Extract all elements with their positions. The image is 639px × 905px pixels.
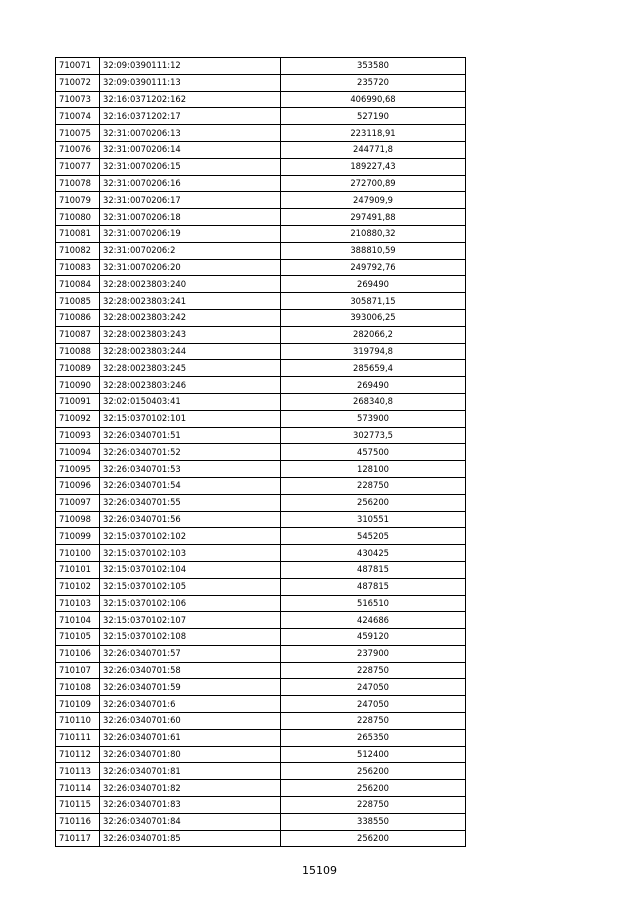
table-row	[56, 595, 466, 612]
row-id-cell: 710109	[56, 696, 100, 713]
cadastral-value-cell: 302773,5	[281, 427, 466, 444]
cadastral-value-cell: 424686	[281, 612, 466, 629]
cadastral-value-cell: 247050	[281, 679, 466, 696]
row-id-cell: 710095	[56, 461, 100, 478]
table-row	[56, 74, 466, 91]
cadastral-number-cell: 32:31:0070206:13	[100, 125, 281, 142]
table-row	[56, 175, 466, 192]
cadastral-value-cell: 269490	[281, 276, 466, 293]
cadastral-value-cell: 256200	[281, 830, 466, 847]
cadastral-value-cell: 319794,8	[281, 343, 466, 360]
table-row	[56, 578, 466, 595]
cadastral-number-cell: 32:26:0340701:57	[100, 645, 281, 662]
cadastral-value-cell: 249792,76	[281, 259, 466, 276]
row-id-cell: 710091	[56, 393, 100, 410]
cadastral-number-cell: 32:26:0340701:60	[100, 713, 281, 730]
table-row	[56, 242, 466, 259]
cadastral-number-cell: 32:26:0340701:85	[100, 830, 281, 847]
row-id-cell: 710108	[56, 679, 100, 696]
row-id-cell: 710078	[56, 175, 100, 192]
cadastral-number-cell: 32:26:0340701:59	[100, 679, 281, 696]
row-id-cell: 710086	[56, 309, 100, 326]
cadastral-number-cell: 32:31:0070206:20	[100, 259, 281, 276]
row-id-cell: 710111	[56, 729, 100, 746]
cadastral-number-cell: 32:26:0340701:83	[100, 797, 281, 814]
row-id-cell: 710112	[56, 746, 100, 763]
row-id-cell: 710104	[56, 612, 100, 629]
row-id-cell: 710098	[56, 511, 100, 528]
row-id-cell: 710076	[56, 141, 100, 158]
cadastral-number-cell: 32:26:0340701:56	[100, 511, 281, 528]
table-row	[56, 309, 466, 326]
row-id-cell: 710103	[56, 595, 100, 612]
table-row	[56, 830, 466, 847]
row-id-cell: 710085	[56, 293, 100, 310]
table-row	[56, 158, 466, 175]
cadastral-number-cell: 32:26:0340701:54	[100, 477, 281, 494]
table-row	[56, 662, 466, 679]
cadastral-value-cell: 310551	[281, 511, 466, 528]
row-id-cell: 710075	[56, 125, 100, 142]
cadastral-number-cell: 32:16:0371202:162	[100, 91, 281, 108]
row-id-cell: 710105	[56, 629, 100, 646]
row-id-cell: 710089	[56, 360, 100, 377]
table-row	[56, 713, 466, 730]
cadastral-value-cell: 256200	[281, 763, 466, 780]
row-id-cell: 710097	[56, 494, 100, 511]
row-id-cell: 710071	[56, 58, 100, 75]
cadastral-number-cell: 32:28:0023803:240	[100, 276, 281, 293]
table-row	[56, 797, 466, 814]
cadastral-number-cell: 32:09:0390111:13	[100, 74, 281, 91]
cadastral-number-cell: 32:26:0340701:6	[100, 696, 281, 713]
table-row	[56, 629, 466, 646]
cadastral-number-cell: 32:31:0070206:2	[100, 242, 281, 259]
cadastral-number-cell: 32:26:0340701:80	[100, 746, 281, 763]
table-row	[56, 612, 466, 629]
cadastral-number-cell: 32:26:0340701:82	[100, 780, 281, 797]
cadastral-value-cell: 353580	[281, 58, 466, 75]
cadastral-number-cell: 32:15:0370102:105	[100, 578, 281, 595]
row-id-cell: 710084	[56, 276, 100, 293]
row-id-cell: 710102	[56, 578, 100, 595]
cadastral-number-cell: 32:09:0390111:12	[100, 58, 281, 75]
cadastral-number-cell: 32:31:0070206:16	[100, 175, 281, 192]
cadastral-number-cell: 32:26:0340701:52	[100, 444, 281, 461]
cadastral-number-cell: 32:15:0370102:106	[100, 595, 281, 612]
cadastral-value-cell: 268340,8	[281, 393, 466, 410]
cadastral-number-cell: 32:31:0070206:17	[100, 192, 281, 209]
cadastral-number-cell: 32:28:0023803:243	[100, 326, 281, 343]
cadastral-number-cell: 32:28:0023803:245	[100, 360, 281, 377]
cadastral-value-cell: 393006,25	[281, 309, 466, 326]
table-row	[56, 461, 466, 478]
cadastral-value-cell: 247050	[281, 696, 466, 713]
table-row	[56, 410, 466, 427]
cadastral-number-cell: 32:31:0070206:18	[100, 209, 281, 226]
table-row	[56, 477, 466, 494]
cadastral-value-cell: 338550	[281, 813, 466, 830]
table-row	[56, 545, 466, 562]
cadastral-value-cell: 269490	[281, 377, 466, 394]
row-id-cell: 710106	[56, 645, 100, 662]
row-id-cell: 710073	[56, 91, 100, 108]
table-row	[56, 729, 466, 746]
row-id-cell: 710107	[56, 662, 100, 679]
cadastral-value-cell: 459120	[281, 629, 466, 646]
row-id-cell: 710083	[56, 259, 100, 276]
cadastral-number-cell: 32:26:0340701:84	[100, 813, 281, 830]
cadastral-value-cell: 256200	[281, 494, 466, 511]
cadastral-value-cell: 388810,59	[281, 242, 466, 259]
row-id-cell: 710113	[56, 763, 100, 780]
row-id-cell: 710099	[56, 528, 100, 545]
cadastral-number-cell: 32:28:0023803:242	[100, 309, 281, 326]
cadastral-value-cell: 487815	[281, 561, 466, 578]
cadastral-value-cell: 487815	[281, 578, 466, 595]
table-row	[56, 58, 466, 75]
cadastral-number-cell: 32:16:0371202:17	[100, 108, 281, 125]
cadastral-number-cell: 32:28:0023803:241	[100, 293, 281, 310]
table-row	[56, 746, 466, 763]
cadastral-value-cell: 512400	[281, 746, 466, 763]
row-id-cell: 710115	[56, 797, 100, 814]
cadastral-number-cell: 32:15:0370102:101	[100, 410, 281, 427]
row-id-cell: 710094	[56, 444, 100, 461]
table-row	[56, 125, 466, 142]
cadastral-number-cell: 32:28:0023803:244	[100, 343, 281, 360]
cadastral-value-cell: 545205	[281, 528, 466, 545]
table-row	[56, 141, 466, 158]
cadastral-number-cell: 32:26:0340701:51	[100, 427, 281, 444]
table-row	[56, 561, 466, 578]
cadastral-value-cell: 305871,15	[281, 293, 466, 310]
cadastral-value-cell: 256200	[281, 780, 466, 797]
cadastral-number-cell: 32:31:0070206:14	[100, 141, 281, 158]
table-row	[56, 108, 466, 125]
row-id-cell: 710101	[56, 561, 100, 578]
cadastral-value-cell: 210880,32	[281, 225, 466, 242]
table-row	[56, 444, 466, 461]
table-row	[56, 209, 466, 226]
cadastral-value-cell: 228750	[281, 662, 466, 679]
page-number: 15109	[302, 864, 337, 877]
table-row	[56, 326, 466, 343]
table-row	[56, 293, 466, 310]
row-id-cell: 710117	[56, 830, 100, 847]
table-row	[56, 192, 466, 209]
table-row	[56, 494, 466, 511]
row-id-cell: 710092	[56, 410, 100, 427]
cadastral-number-cell: 32:26:0340701:81	[100, 763, 281, 780]
table-row	[56, 393, 466, 410]
cadastral-value-cell: 247909,9	[281, 192, 466, 209]
cadastral-value-cell: 573900	[281, 410, 466, 427]
cadastral-value-cell: 189227,43	[281, 158, 466, 175]
cadastral-number-cell: 32:15:0370102:103	[100, 545, 281, 562]
row-id-cell: 710096	[56, 477, 100, 494]
cadastral-value-cell: 223118,91	[281, 125, 466, 142]
cadastral-value-cell: 527190	[281, 108, 466, 125]
table-row	[56, 511, 466, 528]
cadastral-value-cell: 282066,2	[281, 326, 466, 343]
cadastral-number-cell: 32:26:0340701:61	[100, 729, 281, 746]
cadastral-value-cell: 297491,88	[281, 209, 466, 226]
cadastral-value-cell: 457500	[281, 444, 466, 461]
table-row	[56, 780, 466, 797]
row-id-cell: 710087	[56, 326, 100, 343]
table-row	[56, 679, 466, 696]
row-id-cell: 710077	[56, 158, 100, 175]
table-row	[56, 763, 466, 780]
cadastral-value-cell: 237900	[281, 645, 466, 662]
table-row	[56, 259, 466, 276]
row-id-cell: 710116	[56, 813, 100, 830]
cadastral-number-cell: 32:31:0070206:15	[100, 158, 281, 175]
cadastral-number-cell: 32:15:0370102:104	[100, 561, 281, 578]
row-id-cell: 710088	[56, 343, 100, 360]
table-body	[56, 58, 466, 847]
table-row	[56, 645, 466, 662]
cadastral-value-cell: 228750	[281, 797, 466, 814]
table-row	[56, 225, 466, 242]
row-id-cell: 710074	[56, 108, 100, 125]
cadastral-number-cell: 32:28:0023803:246	[100, 377, 281, 394]
cadastral-value-cell: 272700,89	[281, 175, 466, 192]
row-id-cell: 710079	[56, 192, 100, 209]
cadastral-number-cell: 32:26:0340701:55	[100, 494, 281, 511]
cadastral-number-cell: 32:15:0370102:102	[100, 528, 281, 545]
row-id-cell: 710072	[56, 74, 100, 91]
row-id-cell: 710082	[56, 242, 100, 259]
table-row	[56, 696, 466, 713]
cadastral-value-cell: 285659,4	[281, 360, 466, 377]
cadastral-number-cell: 32:02:0150403:41	[100, 393, 281, 410]
table-row	[56, 343, 466, 360]
row-id-cell: 710093	[56, 427, 100, 444]
row-id-cell: 710081	[56, 225, 100, 242]
cadastral-value-cell: 228750	[281, 713, 466, 730]
cadastral-value-cell: 235720	[281, 74, 466, 91]
cadastral-value-cell: 406990,68	[281, 91, 466, 108]
cadastral-value-cell: 516510	[281, 595, 466, 612]
table-row	[56, 528, 466, 545]
table-row	[56, 813, 466, 830]
row-id-cell: 710100	[56, 545, 100, 562]
cadastral-number-cell: 32:26:0340701:58	[100, 662, 281, 679]
table-row	[56, 427, 466, 444]
cadastral-value-cell: 430425	[281, 545, 466, 562]
row-id-cell: 710110	[56, 713, 100, 730]
row-id-cell: 710080	[56, 209, 100, 226]
table-row	[56, 276, 466, 293]
cadastral-value-cell: 244771,8	[281, 141, 466, 158]
table-row	[56, 91, 466, 108]
row-id-cell: 710114	[56, 780, 100, 797]
row-id-cell: 710090	[56, 377, 100, 394]
cadastral-value-cell: 228750	[281, 477, 466, 494]
cadastral-value-cell: 265350	[281, 729, 466, 746]
cadastral-value-table	[55, 57, 466, 847]
table-row	[56, 360, 466, 377]
cadastral-number-cell: 32:15:0370102:107	[100, 612, 281, 629]
cadastral-number-cell: 32:26:0340701:53	[100, 461, 281, 478]
cadastral-number-cell: 32:15:0370102:108	[100, 629, 281, 646]
cadastral-value-cell: 128100	[281, 461, 466, 478]
cadastral-number-cell: 32:31:0070206:19	[100, 225, 281, 242]
table-row	[56, 377, 466, 394]
